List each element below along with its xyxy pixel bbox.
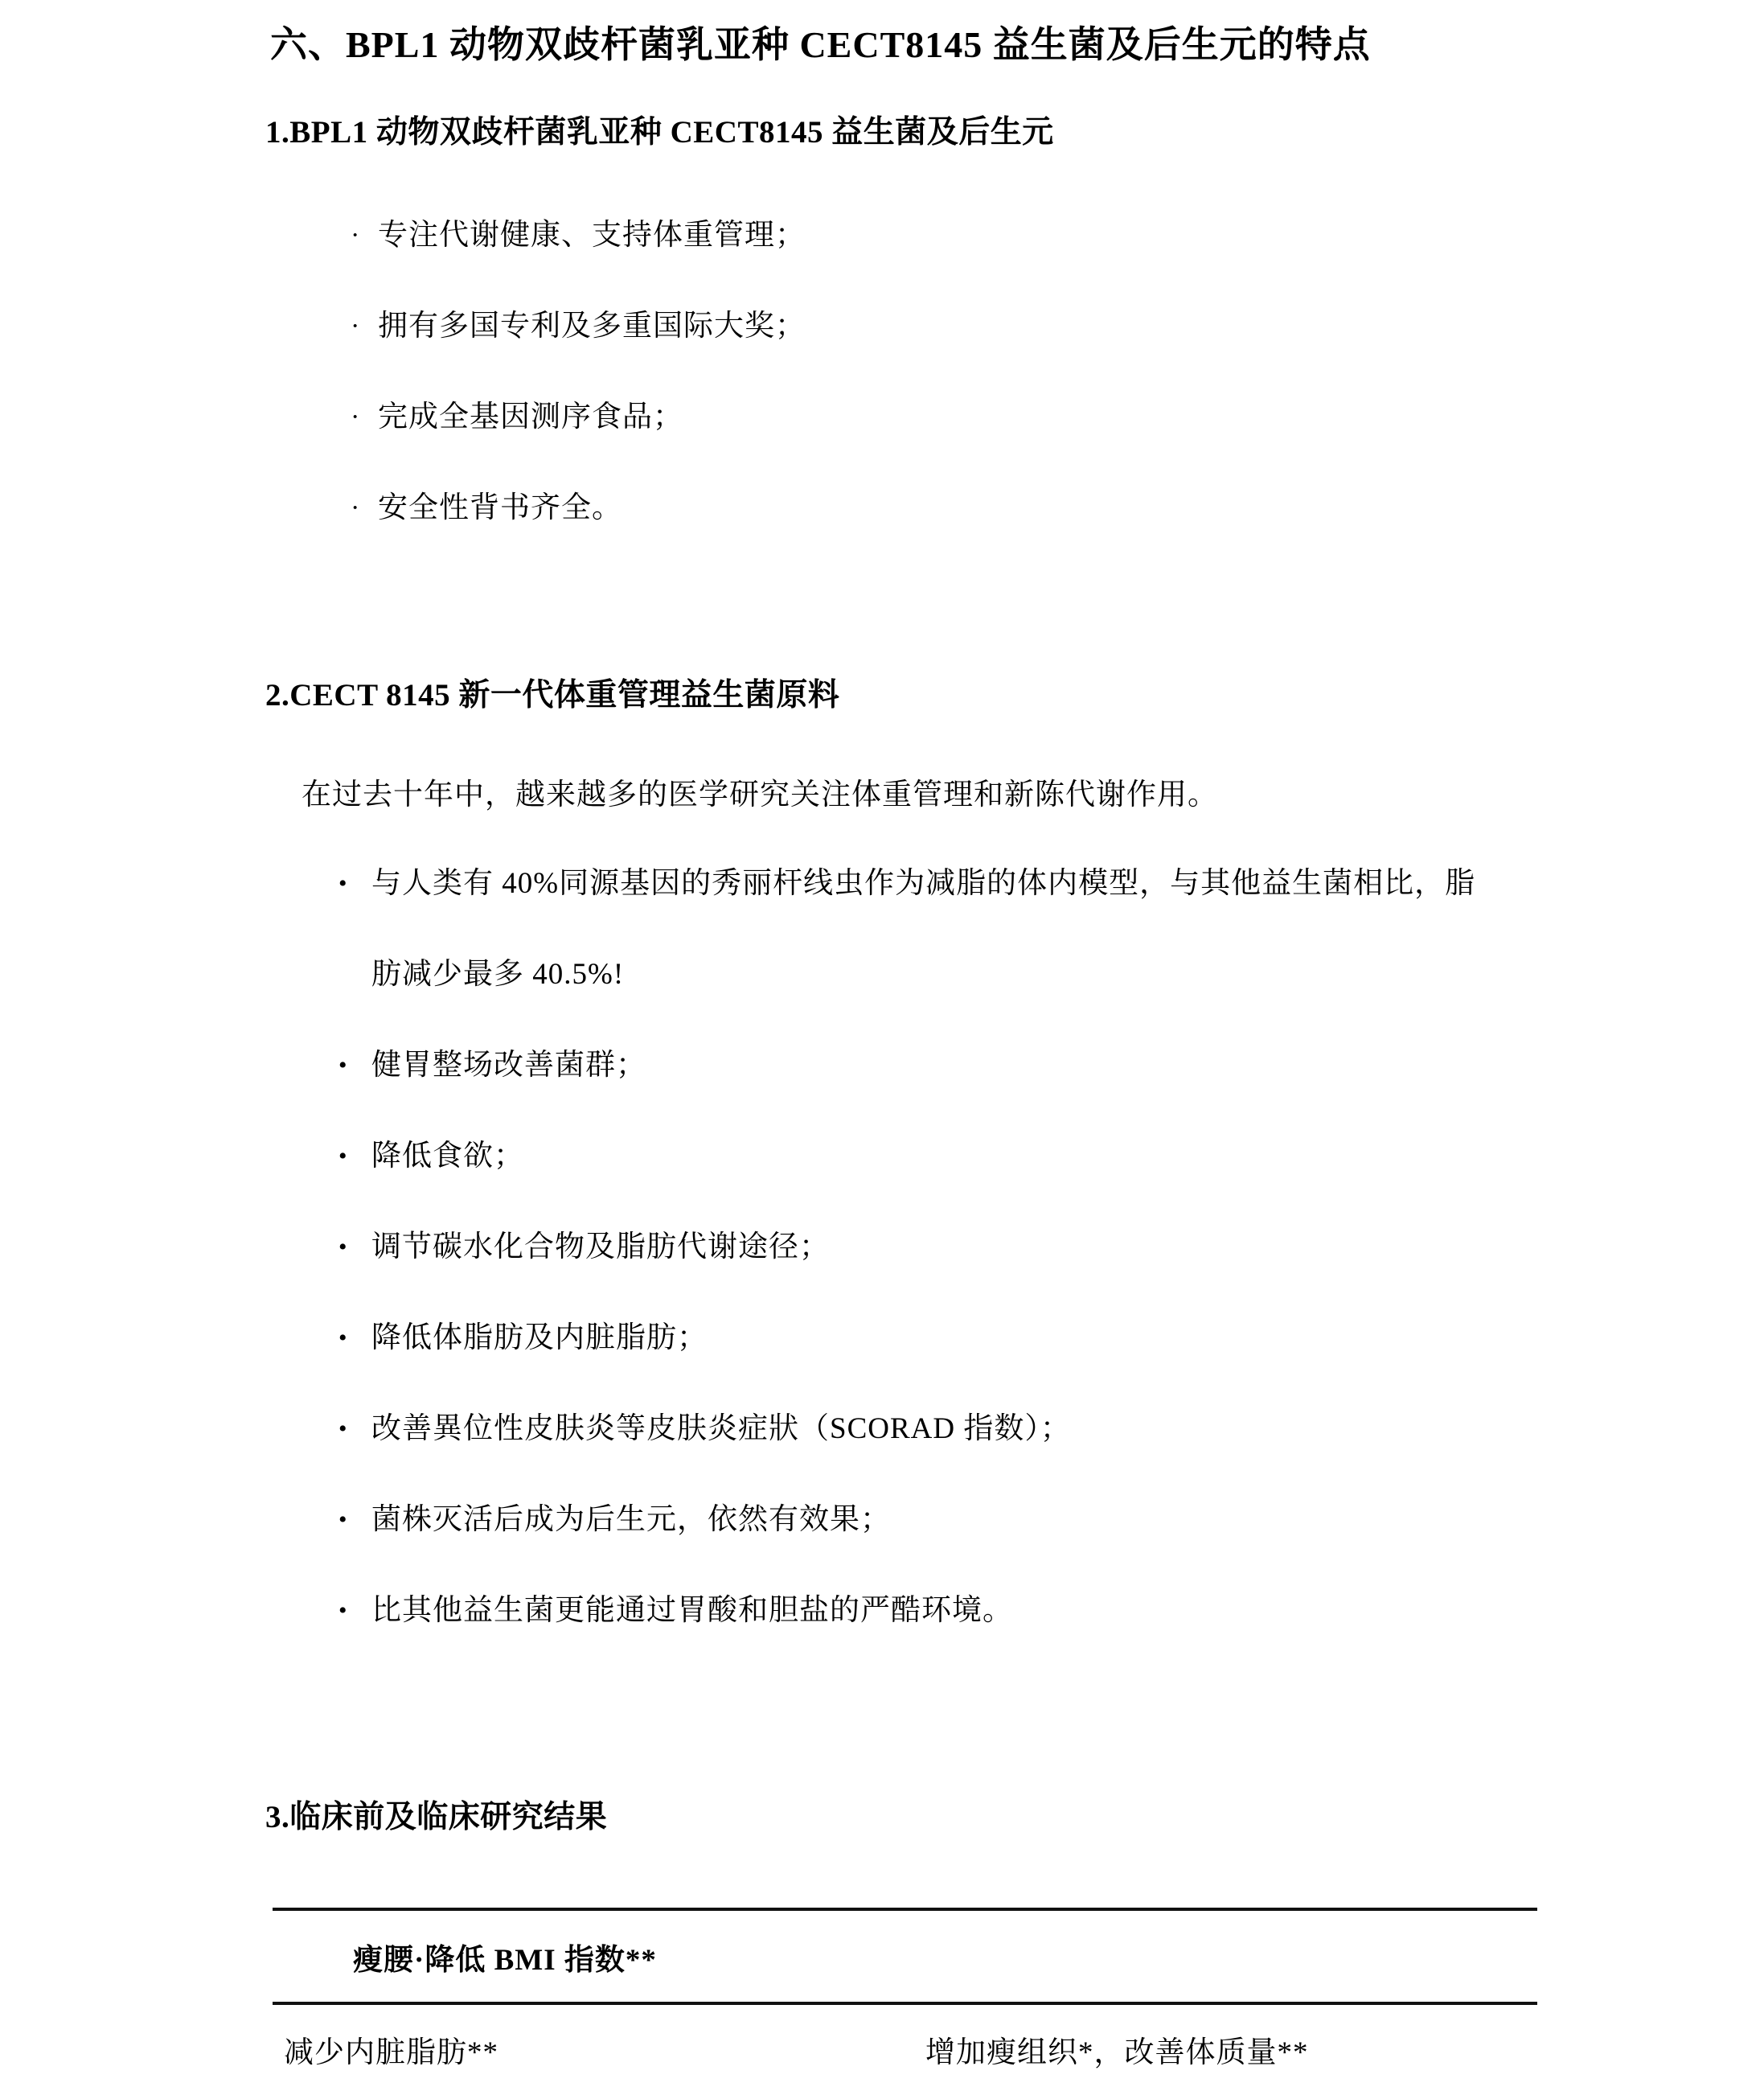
bullet-marker: •	[338, 1415, 348, 1443]
list-item-text: 菌株灭活后成为后生元，依然有效果；	[371, 1503, 891, 1537]
list-item	[338, 1020, 1764, 1111]
list-item-text: 比其他益生菌更能通过胃酸和胆盐的严酷环境。	[371, 1594, 1013, 1628]
list-item	[351, 372, 1764, 462]
bullet-marker: ·	[351, 311, 361, 342]
list-item	[351, 281, 1764, 372]
bullet-marker: •	[338, 1506, 348, 1534]
table-row	[273, 2005, 1537, 2071]
table-cell: 增加瘦组织*，改善体质量**	[925, 2036, 1309, 2069]
list-item-text: 健胃整场改善菌群；	[371, 1049, 646, 1082]
list-item-text: 降低食欲；	[371, 1140, 524, 1173]
list-item	[338, 1565, 1764, 1656]
list-item-text: 与人类有 40%同源基因的秀丽杆线虫作为减脂的体内模型，与其他益生菌相比，脂肪减少最多 40.5%!	[371, 867, 1476, 992]
list-item	[338, 1474, 1764, 1565]
list-item-text: 完成全基因测序食品；	[378, 401, 683, 434]
bullet-marker: •	[338, 1052, 348, 1079]
list-item-text: 改善異位性皮肤炎等皮肤炎症狀（SCORAD 指数）；	[371, 1412, 1071, 1446]
list-item	[351, 190, 1764, 281]
list-item	[338, 1383, 1764, 1474]
table-cell: 减少内脏脂肪**	[284, 2036, 498, 2069]
section2-bullet-list	[0, 838, 1764, 1656]
list-item-text: 专注代谢健康、支持体重管理；	[378, 219, 806, 253]
list-item	[338, 1202, 1764, 1292]
table-header-row	[273, 1911, 1537, 2002]
bullet-marker: •	[338, 1325, 348, 1352]
list-item	[338, 1111, 1764, 1202]
section3-heading: 3.临床前及临床研究结果	[265, 1800, 608, 1835]
bullet-marker: ·	[351, 493, 361, 524]
list-item-text: 拥有多国专利及多重国际大奖；	[378, 310, 806, 343]
bullet-marker: •	[338, 1597, 348, 1625]
bullet-marker: ·	[351, 220, 361, 251]
section2-intro: 在过去十年中，越来越多的医学研究关注体重管理和新陈代谢作用。	[302, 778, 1218, 812]
bullet-marker: •	[338, 870, 348, 898]
document-title: 六、BPL1 动物双歧杆菌乳亚种 CECT8145 益生菌及后生元的特点	[270, 24, 1371, 65]
list-item	[338, 838, 1764, 1020]
list-item-text: 降低体脂肪及内脏脂肪；	[371, 1321, 708, 1355]
bullet-marker: •	[338, 1234, 348, 1261]
list-item	[351, 462, 1764, 553]
results-table	[273, 1908, 1537, 2071]
section1-bullet-list	[0, 190, 1764, 553]
bullet-marker: •	[338, 1143, 348, 1170]
list-item-text: 安全性背书齐全。	[378, 491, 622, 525]
list-item	[338, 1292, 1764, 1383]
section1-heading: 1.BPL1 动物双歧杆菌乳亚种 CECT8145 益生菌及后生元	[265, 114, 1054, 150]
bullet-marker: ·	[351, 402, 361, 433]
section2-heading: 2.CECT 8145 新一代体重管理益生菌原料	[265, 678, 840, 713]
table-header-text: 瘦腰·降低 BMI 指数**	[353, 1943, 657, 1977]
list-item-text: 调节碳水化合物及脂肪代谢途径；	[371, 1230, 830, 1264]
